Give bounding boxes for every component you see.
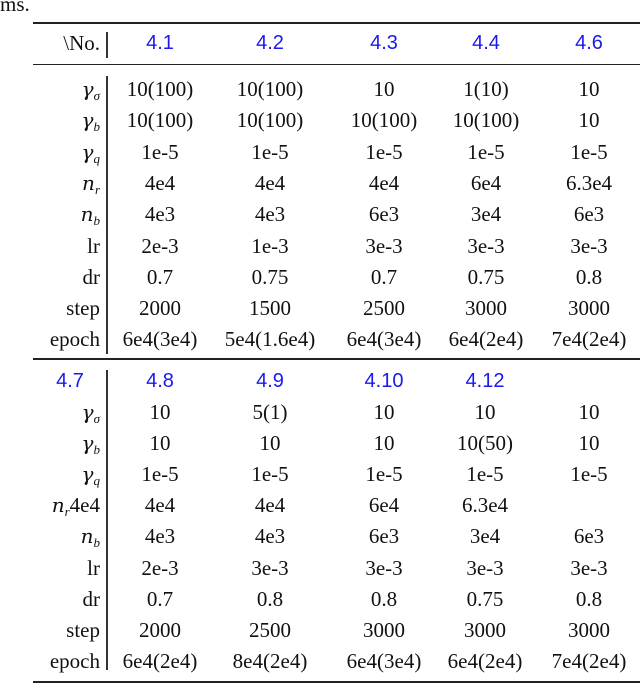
- row-label-subscript: b: [93, 213, 100, 229]
- table-cell: 4e4: [144, 170, 176, 195]
- header-rule: [33, 64, 640, 65]
- table-row: [0, 105, 640, 136]
- table-cell: 1e-5: [570, 462, 608, 487]
- table-cell: 1e-5: [570, 139, 608, 164]
- table-cell: 1(10): [463, 77, 509, 101]
- corner-label: \No.: [63, 31, 100, 55]
- table-cell: 3000: [568, 617, 610, 642]
- row-label-symbol: γ: [81, 462, 94, 487]
- table-cell: 6e4(3e4): [346, 327, 422, 352]
- column-header: 4.3: [370, 32, 398, 54]
- row-label: step: [66, 296, 100, 321]
- row-label-subscript: σ: [93, 411, 100, 426]
- table-cell: 10: [149, 431, 171, 456]
- table-row: [0, 137, 640, 168]
- table-row: [0, 428, 640, 459]
- table-cell: 5e4(1.6e4): [224, 327, 316, 352]
- table-header-row: [0, 28, 640, 59]
- table-cell: 10(100): [236, 77, 304, 101]
- bottom-rule: [33, 681, 640, 683]
- table-cell: 7e4(2e4): [551, 648, 627, 673]
- row-label: [82, 105, 100, 136]
- table-cell: 10(50): [457, 431, 513, 456]
- table-cell: 3e-3: [467, 233, 505, 258]
- table-row: [0, 168, 640, 199]
- table-row: [0, 521, 640, 552]
- row-label: epoch: [49, 648, 100, 673]
- table-cell: 2500: [363, 296, 405, 321]
- table-cell: 1e-5: [365, 139, 403, 164]
- table-cell: 7e4(2e4): [551, 327, 627, 352]
- row-label-symbol: n: [82, 170, 95, 195]
- table-row: [0, 646, 640, 677]
- row-label-subscript: σ: [93, 88, 100, 103]
- table-cell: 0.75: [251, 264, 289, 289]
- column-header: 4.8: [146, 370, 174, 392]
- table-cell: 10(100): [126, 108, 194, 133]
- table-row: [0, 231, 640, 262]
- table-cell: 3000: [465, 296, 507, 321]
- table-row: [0, 293, 640, 324]
- top-rule: [33, 22, 640, 24]
- column-header: 4.4: [472, 32, 500, 54]
- table-cell: 6e3: [573, 524, 605, 549]
- row-label: [82, 397, 100, 428]
- row-label-symbol: n: [51, 493, 65, 518]
- table-cell: 6e3: [573, 202, 605, 227]
- table-cell: 3000: [568, 296, 610, 321]
- table-cell: 2500: [249, 617, 291, 642]
- table-cell: 4e4: [144, 493, 176, 518]
- row-label: [82, 459, 100, 490]
- table-header-row: [0, 366, 640, 397]
- table-cell: 0.7: [146, 264, 174, 289]
- row-label: lr: [87, 555, 100, 580]
- table-cell: 10(100): [452, 108, 520, 133]
- table-row: [0, 490, 640, 521]
- table-cell: 3000: [464, 617, 506, 642]
- table-cell: 3e-3: [466, 555, 504, 580]
- table-cell: 8e4(2e4): [232, 648, 308, 673]
- table-row: [0, 584, 640, 615]
- table-cell: 3000: [363, 617, 405, 642]
- table-cell: 10(100): [236, 108, 304, 133]
- table-cell: 6e3: [368, 202, 400, 227]
- table-cell: 10(100): [126, 77, 194, 101]
- row-label-symbol: γ: [81, 108, 94, 133]
- table-cell: 4e3: [254, 202, 286, 227]
- table-cell: 0.75: [466, 586, 504, 611]
- table-cell: 0.8: [575, 586, 603, 611]
- row-label: [52, 490, 100, 521]
- row-label: epoch: [49, 327, 100, 352]
- table-cell: 10: [373, 431, 395, 456]
- row-label-subscript: b: [93, 535, 100, 551]
- table-cell: 4e4: [368, 170, 400, 195]
- table-cell: 1e-3: [251, 233, 289, 258]
- table-cell: 4e3: [144, 202, 176, 227]
- table-cell: 10(100): [350, 108, 418, 133]
- table-cell: 6.3e4: [565, 170, 613, 195]
- row-label: [82, 74, 100, 105]
- table-cell: 3e-3: [570, 233, 608, 258]
- table-cell: 6e4(3e4): [122, 327, 198, 352]
- table-row: [0, 553, 640, 584]
- table-cell: 6e4(3e4): [346, 648, 422, 673]
- row-label: [81, 521, 100, 552]
- row-label-symbol: γ: [81, 400, 94, 424]
- table-cell: 10: [578, 400, 600, 424]
- table-cell: 1e-5: [141, 139, 179, 164]
- table-cell: 3e-3: [570, 555, 608, 580]
- table-cell: 2000: [139, 296, 181, 321]
- row-label: dr: [82, 586, 100, 611]
- table-cell: 10: [578, 431, 600, 456]
- table-cell: 1e-5: [365, 462, 403, 487]
- column-header: 4.1: [146, 32, 174, 54]
- table-cell: 2e-3: [141, 233, 179, 258]
- table-cell: 2000: [139, 617, 181, 642]
- table-cell: 6e4(2e4): [447, 648, 523, 673]
- table-row: [0, 74, 640, 105]
- table-cell: 0.8: [370, 586, 398, 611]
- row-label: [82, 137, 100, 168]
- table-cell: 6e3: [368, 524, 400, 549]
- table-row: [0, 262, 640, 293]
- table-cell: 10: [259, 431, 281, 456]
- mid-rule: [33, 358, 640, 360]
- row-label: step: [66, 617, 100, 642]
- table-cell: 4e3: [144, 524, 176, 549]
- table-row: [0, 397, 640, 428]
- table-cell: 1e-5: [466, 462, 504, 487]
- table-cell: 1e-5: [251, 139, 289, 164]
- corner-label: 4.7: [56, 370, 84, 392]
- table-cell: 0.75: [467, 264, 505, 289]
- table-cell: 3e-3: [365, 555, 403, 580]
- row-label-symbol: n: [80, 202, 94, 227]
- table-cell: 3e-3: [251, 555, 289, 580]
- row-label: [82, 428, 100, 459]
- table-cell: 3e-3: [365, 233, 403, 258]
- table-row: [0, 615, 640, 646]
- table-cell: 10: [373, 77, 395, 101]
- table-cell: 1e-5: [141, 462, 179, 487]
- table-row: [0, 459, 640, 490]
- table-cell: 4e4: [254, 170, 286, 195]
- caption-prefix: ms.: [0, 0, 30, 16]
- table-cell: 1e-5: [251, 462, 289, 487]
- table-cell: 3e4: [470, 202, 502, 227]
- column-header: 4.10: [364, 370, 404, 392]
- table-cell: 10: [578, 77, 600, 101]
- table-cell: 4e4: [254, 493, 286, 518]
- table-cell: 1500: [249, 296, 291, 321]
- table-cell: 5(1): [252, 400, 288, 424]
- row-label-subscript: r: [94, 181, 100, 197]
- table-cell: 6e4: [470, 170, 502, 195]
- row-label-symbol: γ: [81, 139, 94, 164]
- table-cell: 10: [373, 400, 395, 424]
- row-label: lr: [87, 233, 100, 258]
- table-cell: 10: [474, 400, 496, 424]
- row-label-subscript: b: [93, 119, 100, 135]
- table-cell: 0.8: [575, 264, 603, 289]
- row-label: dr: [82, 264, 100, 289]
- row-label-subscript: q: [93, 150, 100, 166]
- table-cell: 0.7: [146, 586, 174, 611]
- row-label: [82, 168, 100, 199]
- row-label-subscript: q: [93, 473, 100, 489]
- row-label-symbol: n: [80, 524, 94, 549]
- row-label-subscript: r: [64, 504, 70, 520]
- row-label-suffix: 4e4: [69, 493, 100, 518]
- table-row: [0, 324, 640, 355]
- table-cell: 6e4(2e4): [122, 648, 198, 673]
- table-cell: 10: [578, 108, 600, 133]
- row-label-subscript: b: [93, 442, 100, 458]
- column-header: 4.12: [465, 370, 505, 392]
- column-header: 4.6: [575, 32, 603, 54]
- row-label-symbol: γ: [81, 431, 94, 456]
- table-cell: 0.7: [370, 264, 398, 289]
- table-cell: 6e4(2e4): [448, 327, 524, 352]
- row-label: [81, 199, 100, 230]
- table-cell: 1e-5: [467, 139, 505, 164]
- table-cell: 6.3e4: [461, 493, 509, 518]
- row-label-symbol: γ: [81, 77, 94, 101]
- column-header: 4.2: [256, 32, 284, 54]
- table-cell: 4e3: [254, 524, 286, 549]
- table-cell: 6e4: [368, 493, 400, 518]
- table-cell: 10: [149, 400, 171, 424]
- table-cell: 0.8: [256, 586, 284, 611]
- table-row: [0, 199, 640, 230]
- table-cell: 2e-3: [141, 555, 179, 580]
- table-cell: 3e4: [469, 524, 501, 549]
- column-header: 4.9: [256, 370, 284, 392]
